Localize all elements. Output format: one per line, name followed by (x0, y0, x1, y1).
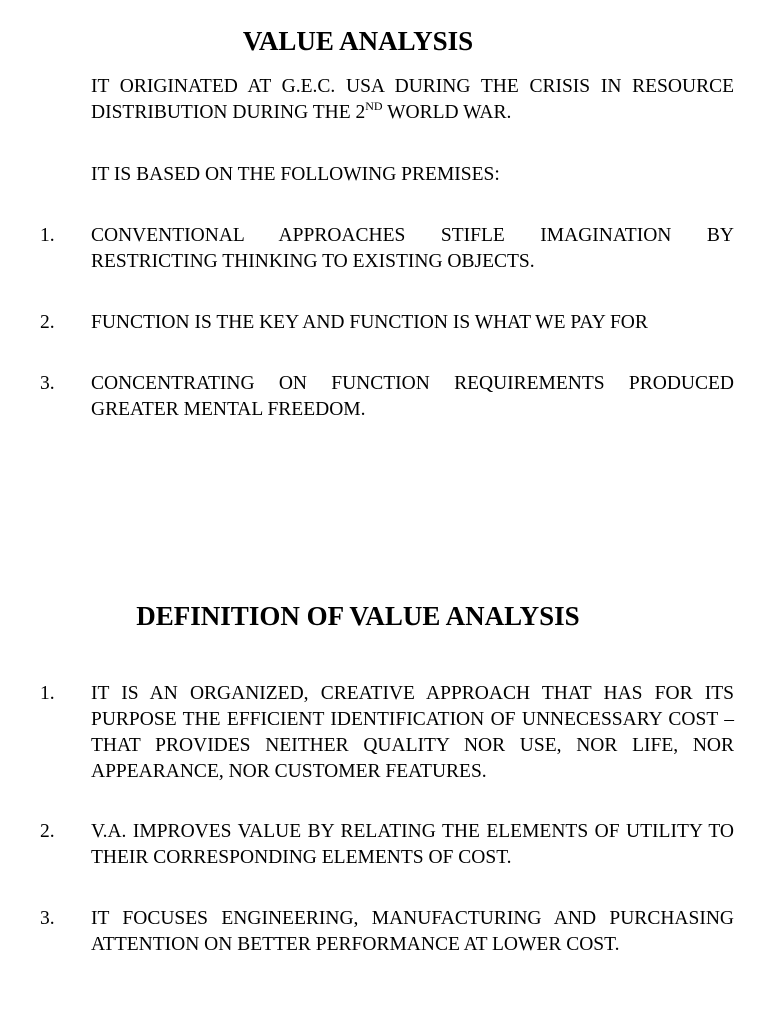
intro-text-end: WORLD WAR. (382, 102, 512, 123)
ordinal-superscript: ND (365, 99, 383, 113)
definition-number: 2. (40, 821, 55, 842)
premise-item: CONVENTIONAL APPROACHES STIFLE IMAGINATION BY RESTRICTING THINKING TO EXISTING OBJECTS. (91, 225, 734, 272)
definition-item: V.A. IMPROVES VALUE BY RELATING THE ELEMENTS OF UTILITY TO THEIR CORRESPONDING ELEMENTS OF COST. (91, 821, 734, 868)
definition-item: IT IS AN ORGANIZED, CREATIVE APPROACH THAT HAS FOR ITS PURPOSE THE EFFICIENT IDENTIFICATION OF UNNECESSARY COST – THAT PROVIDES NEITHER QUALITY NOR USE, NOR LIFE, NOR APPEARANCE, NOR CUSTOMER FEATURES. (91, 683, 734, 782)
definition-item: IT FOCUSES ENGINEERING, MANUFACTURING AND PURCHASING ATTENTION ON BETTER PERFORMANCE AT LOWER COST. (91, 908, 734, 955)
definition-title: DEFINITION OF VALUE ANALYSIS (136, 601, 580, 631)
premise-item: FUNCTION IS THE KEY AND FUNCTION IS WHAT WE PAY FOR (91, 312, 648, 333)
premise-number: 3. (40, 373, 55, 394)
intro-text: IT ORIGINATED AT G.E.C. USA DURING THE CRISIS IN RESOURCE DISTRIBUTION DURING THE 2 (91, 76, 734, 123)
page-title: VALUE ANALYSIS (242, 26, 474, 56)
definition-number: 1. (40, 683, 55, 704)
definition-number: 3. (40, 908, 55, 929)
premise-number: 1. (40, 225, 55, 246)
premise-lead: IT IS BASED ON THE FOLLOWING PREMISES: (91, 164, 500, 185)
premise-number: 2. (40, 312, 55, 333)
intro-paragraph (91, 74, 734, 126)
premise-item: CONCENTRATING ON FUNCTION REQUIREMENTS PRODUCED GREATER MENTAL FREEDOM. (91, 373, 734, 420)
